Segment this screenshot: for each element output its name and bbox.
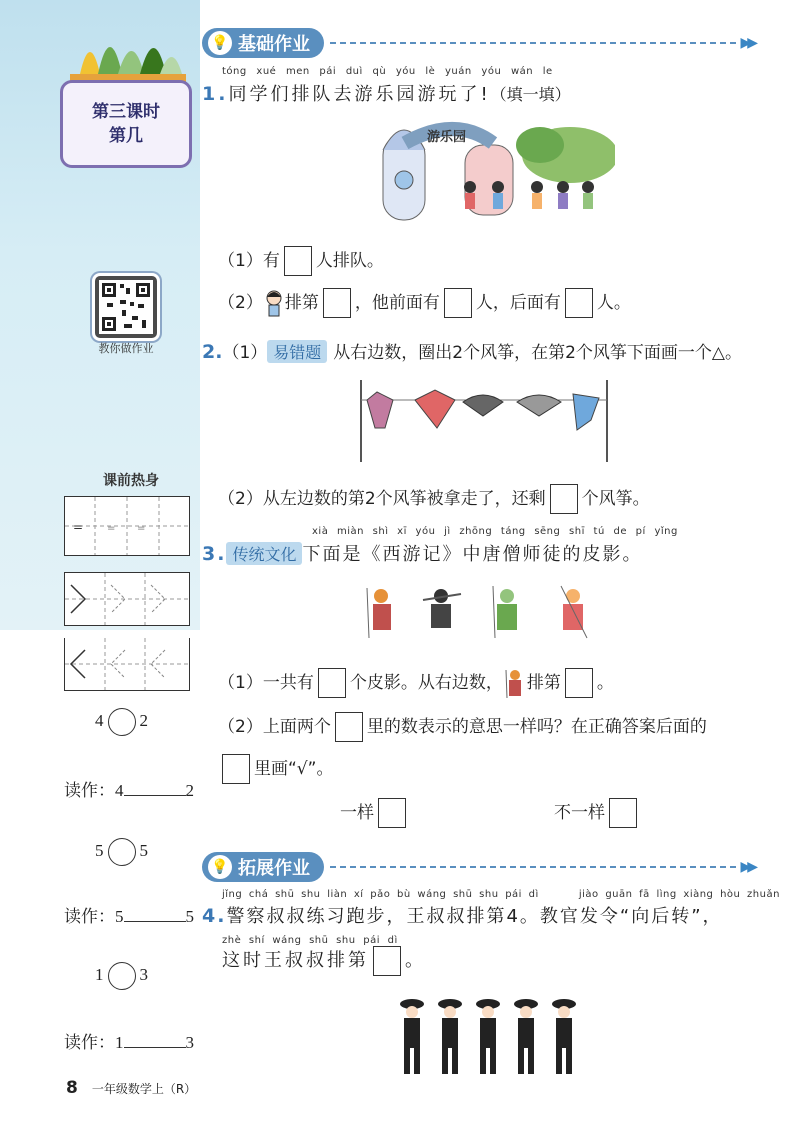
q2-number: 2. bbox=[202, 341, 223, 363]
compare-row-3 bbox=[95, 962, 148, 990]
q3-pinyin: xià miàn shì xī yóu jì zhōng táng sēng shī tú de pí yǐng bbox=[312, 526, 678, 537]
read-end: 2 bbox=[185, 781, 194, 800]
section-title: 拓展作业 bbox=[238, 858, 310, 879]
q2-p2-b: 个风筝。 bbox=[581, 489, 650, 509]
amusement-park-illustration bbox=[365, 115, 615, 230]
read-label: 读作：5 bbox=[64, 907, 124, 926]
q3-p2-b: 里的数表示的意思一样吗？在正确答案后面的 bbox=[366, 717, 707, 737]
section-pill bbox=[202, 28, 324, 58]
park-sign-text: 游乐园 bbox=[427, 130, 467, 145]
compare-right: 3 bbox=[139, 964, 148, 984]
q4-number: 4. bbox=[202, 905, 227, 927]
q3-stem bbox=[202, 540, 642, 566]
q1-p2-d: 人，后面有 bbox=[475, 293, 561, 313]
q1-p2-c: ，他前面有 bbox=[354, 293, 440, 313]
qr-label: 教你做作业 bbox=[98, 342, 154, 355]
child-face-icon bbox=[263, 289, 285, 317]
lightbulb-icon: 💡 bbox=[208, 31, 232, 55]
compare-circle-input[interactable] bbox=[108, 962, 136, 990]
q4-text-1: 警察叔叔练习跑步，王叔叔排第4。教官发令“向后转”， bbox=[226, 906, 723, 927]
section-divider bbox=[330, 866, 736, 868]
read-blank-input[interactable] bbox=[124, 1047, 186, 1048]
compare-right: 5 bbox=[139, 840, 148, 860]
read-label: 读作：4 bbox=[64, 781, 124, 800]
compare-circle-input[interactable] bbox=[108, 708, 136, 736]
checkbox-same[interactable] bbox=[378, 798, 406, 828]
shadow-puppets-illustration bbox=[355, 582, 615, 642]
option-same-label: 一样 bbox=[340, 803, 374, 823]
answer-box[interactable] bbox=[550, 484, 578, 514]
tag-error-prone: 易错题 bbox=[267, 340, 327, 363]
q2-p1-text: 从右边数，圈出2个风筝，在第2个风筝下面画一个△。 bbox=[333, 343, 743, 363]
compare-circle-input[interactable] bbox=[108, 838, 136, 866]
section-header-basic bbox=[202, 28, 754, 58]
plant-decoration-icon bbox=[70, 20, 186, 82]
q1-p1-a: （1）有 bbox=[218, 251, 280, 271]
q3-p1-c: 排第 bbox=[526, 673, 561, 693]
compare-right: 2 bbox=[139, 710, 148, 730]
q1-stem bbox=[202, 80, 571, 106]
q2-p2-a: （2）从左边数的第2个风筝被拿走了，还剩 bbox=[218, 489, 546, 509]
qr-code-icon[interactable] bbox=[92, 273, 160, 341]
q1-part2 bbox=[218, 288, 631, 318]
q1-part1 bbox=[218, 246, 384, 276]
q1-text: 同学们排队去游乐园游玩了! bbox=[228, 84, 491, 105]
answer-box[interactable] bbox=[323, 288, 351, 318]
police-officers-illustration bbox=[394, 996, 584, 1082]
tang-monk-puppet-icon bbox=[503, 668, 527, 698]
warmup-writing-grid-1 bbox=[64, 496, 190, 556]
read-row-1 bbox=[64, 776, 194, 801]
q4-pinyin-1: jǐng chá shū shu liàn xí pǎo bù wáng shū shu pái dì jiào guān fā lìng xiàng hòu zhuǎn bbox=[222, 889, 780, 900]
q3-p1-d: 。 bbox=[596, 673, 614, 693]
warmup-writing-grid-3 bbox=[64, 638, 190, 691]
q1-pinyin: tóng xué men pái duì qù yóu lè yuán yóu wán le bbox=[222, 66, 553, 77]
q2-p1-prefix: （1） bbox=[222, 343, 268, 363]
q4-stem-2 bbox=[222, 946, 426, 976]
read-end: 3 bbox=[185, 1033, 194, 1052]
double-arrow-icon: ▶▶ bbox=[740, 859, 754, 875]
answer-box[interactable] bbox=[565, 288, 593, 318]
q1-number: 1. bbox=[202, 83, 229, 105]
answer-box[interactable] bbox=[335, 712, 363, 742]
answer-box[interactable] bbox=[222, 754, 250, 784]
q3-text: 下面是《西游记》中唐僧师徒的皮影。 bbox=[302, 544, 643, 565]
compare-left: 5 bbox=[95, 840, 104, 860]
section-pill bbox=[202, 852, 324, 882]
checkbox-different[interactable] bbox=[609, 798, 637, 828]
read-row-3 bbox=[64, 1028, 194, 1053]
lesson-title-card bbox=[60, 80, 192, 168]
warmup-title: 课前热身 bbox=[103, 473, 159, 489]
q3-option-different bbox=[554, 798, 641, 828]
lesson-number: 第三课时 bbox=[92, 102, 160, 122]
q1-hint: （填一填） bbox=[490, 85, 571, 104]
q4-stem-1 bbox=[202, 902, 723, 928]
q3-number: 3. bbox=[202, 543, 227, 565]
q2-part2 bbox=[218, 484, 650, 514]
tag-traditional-culture: 传统文化 bbox=[226, 542, 302, 565]
answer-box[interactable] bbox=[444, 288, 472, 318]
compare-row-2 bbox=[95, 838, 148, 866]
read-label: 读作：1 bbox=[64, 1033, 124, 1052]
lesson-title: 第几 bbox=[109, 126, 143, 146]
read-blank-input[interactable] bbox=[124, 795, 186, 796]
q1-p2-b: 排第 bbox=[284, 293, 319, 313]
book-title: 一年级数学上（R） bbox=[91, 1082, 197, 1096]
q1-p2-a: （2） bbox=[218, 293, 263, 313]
q3-part2 bbox=[218, 712, 707, 742]
section-divider bbox=[330, 42, 736, 44]
read-end: 5 bbox=[185, 907, 194, 926]
answer-box[interactable] bbox=[565, 668, 593, 698]
section-header-extension bbox=[202, 852, 754, 882]
q3-p2-c: 里画“√”。 bbox=[254, 759, 334, 779]
q4-text-2b: 。 bbox=[405, 950, 426, 971]
compare-row-1 bbox=[95, 708, 148, 736]
read-row-2 bbox=[64, 902, 194, 927]
option-different-label: 不一样 bbox=[554, 803, 605, 823]
answer-box[interactable] bbox=[318, 668, 346, 698]
q1-p2-e: 人。 bbox=[596, 293, 631, 313]
page-footer bbox=[66, 1078, 196, 1098]
compare-left: 4 bbox=[95, 710, 104, 730]
q3-p1-b: 个皮影。从右边数， bbox=[349, 673, 503, 693]
q3-part1 bbox=[218, 668, 614, 698]
kites-illustration bbox=[355, 380, 617, 462]
svg-text:=: = bbox=[107, 523, 116, 534]
q3-p1-a: （1）一共有 bbox=[218, 673, 314, 693]
q3-p2-a: （2）上面两个 bbox=[218, 717, 331, 737]
read-blank-input[interactable] bbox=[124, 921, 186, 922]
q2-part1 bbox=[202, 338, 742, 363]
svg-text:=: = bbox=[137, 523, 146, 534]
section-title: 基础作业 bbox=[238, 34, 310, 55]
answer-box[interactable] bbox=[373, 946, 401, 976]
q4-text-2a: 这时王叔叔排第 bbox=[222, 950, 369, 971]
page-number: 8 bbox=[66, 1078, 78, 1098]
double-arrow-icon: ▶▶ bbox=[740, 35, 754, 51]
warmup-writing-grid-2 bbox=[64, 572, 190, 626]
compare-left: 1 bbox=[95, 964, 104, 984]
q4-pinyin-2: zhè shí wáng shū shu pái dì bbox=[222, 935, 398, 946]
q1-p1-b: 人排队。 bbox=[315, 251, 384, 271]
svg-text:=: = bbox=[73, 520, 84, 534]
q3-option-same bbox=[340, 798, 410, 828]
q3-part2-cont bbox=[218, 754, 333, 784]
lightbulb-icon: 💡 bbox=[208, 855, 232, 879]
answer-box[interactable] bbox=[284, 246, 312, 276]
